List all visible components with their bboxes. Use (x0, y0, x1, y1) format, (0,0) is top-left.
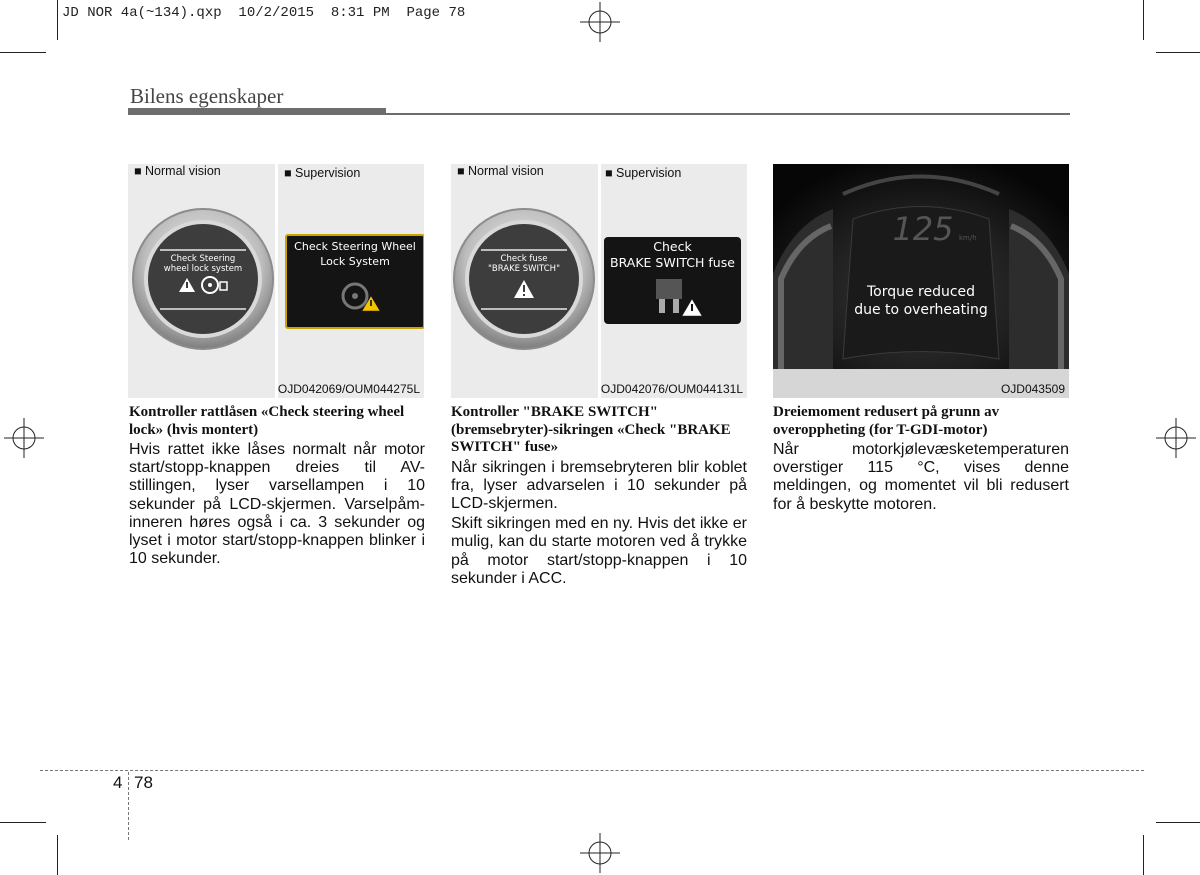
lcd-warning-display (285, 234, 424, 329)
crop-mark (0, 52, 46, 53)
header-rule-thick (128, 108, 386, 115)
lcd-warning-display (604, 237, 741, 324)
section-heading: Kontroller "BRAKE SWITCH" (bremsebryter)-sikringen «Check "BRAKE SWITCH" fuse» (451, 404, 731, 455)
figure-brake-switch (451, 164, 747, 398)
gauge-illustration (128, 164, 275, 398)
cluster-message-line1: Torque reduced (866, 284, 976, 300)
cluster-message (773, 283, 1069, 319)
crop-mark (1156, 822, 1200, 823)
body-paragraph: Skift sikringen med en ny. Hvis det ikke er mulig, kan du starte motoren ved å trykke på motor start/stopp-knappen i 10 sekunder i ACC. (451, 515, 747, 587)
section-title: Bilens egenskaper (130, 84, 284, 108)
crop-mark (1143, 0, 1144, 40)
cluster-message-line2: due to overheating (854, 302, 988, 318)
figure-panel-supervision (601, 164, 747, 398)
panel-label: ■ Supervision (284, 166, 361, 180)
crop-mark (1143, 835, 1144, 875)
registration-mark-icon (4, 418, 44, 458)
figure-code: OJD042069/OUM044275L (277, 382, 420, 396)
figure-steering-lock (128, 164, 424, 398)
lcd-message-line1: Check (653, 239, 692, 254)
column-steering-lock (129, 404, 425, 568)
figure-code: OJD043509 (1000, 382, 1065, 396)
header-rule-thin (386, 113, 1070, 115)
figure-panel-supervision (278, 164, 424, 398)
footer-rule (40, 770, 1144, 771)
svg-text:Check fuse: Check fuse (500, 254, 548, 264)
body-paragraph: Når motorkjølevæsketemperaturen overstiger 115 °C, vises denne meldingen, og momentet vil bli redusert for å beskytte motoren. (773, 441, 1069, 513)
page-number: 78 (134, 773, 153, 792)
section-heading: Dreiemoment redusert på grunn av overoppheting (for T-GDI-motor) (773, 404, 1000, 438)
chapter-number: 4 (113, 773, 123, 792)
body-paragraph: Når sikringen i bremsebryteren blir koblet fra, lyser advarselen i 10 sekunder på LCD-skjermen. (451, 458, 747, 512)
column-brake-switch (451, 404, 747, 588)
cluster-illustration (773, 164, 1069, 398)
figure-torque-reduced (773, 164, 1069, 398)
gauge-message-line2: wheel lock system (163, 264, 243, 274)
registration-mark-icon (1156, 418, 1196, 458)
footer-divider (128, 772, 129, 840)
figure-code: OJD042076/OUM044131L (600, 382, 743, 396)
crop-mark (0, 822, 46, 823)
figure-panel-normal (128, 164, 275, 398)
panel-label: ■ Supervision (605, 166, 682, 180)
svg-text:Lock System: Lock System (320, 255, 390, 268)
section-heading: Kontroller rattlåsen «Check steering wheel lock» (hvis montert) (129, 404, 405, 438)
column-torque-reduced (773, 404, 1069, 514)
registration-mark-icon (580, 2, 620, 42)
print-slug: JD NOR 4a(~134).qxp 10/2/2015 8:31 PM Page 78 (62, 5, 466, 21)
svg-text:Check Steering Wheel: Check Steering Wheel (294, 240, 416, 253)
registration-mark-icon (580, 833, 620, 873)
crop-mark (57, 835, 58, 875)
fuse-icon (656, 279, 682, 299)
svg-text:"BRAKE SWITCH": "BRAKE SWITCH" (487, 264, 561, 274)
figure-panel-normal (451, 164, 598, 398)
body-paragraph: Hvis rattet ikke låses normalt når motor start/stopp-knappen dreies til AV-stillingen, lyser varsellampen i 10 sekunder på LCD-skjermen. Varselpåm-inneren høres også i ca. 3 sekunder og lyset i motor start/stopp-knappen blinker i 10 sekunder. (129, 441, 425, 568)
panel-label: ■ Normal vision (457, 164, 544, 178)
crop-mark (57, 0, 58, 40)
speed-readout: 125 (892, 210, 954, 248)
gauge-illustration (451, 164, 598, 398)
panel-label: ■ Normal vision (134, 164, 221, 178)
gauge-message-line1: Check Steering (170, 254, 236, 264)
lcd-message-line2: BRAKE SWITCH fuse (610, 255, 735, 270)
crop-mark (1156, 52, 1200, 53)
speed-unit: km/h (959, 234, 977, 242)
